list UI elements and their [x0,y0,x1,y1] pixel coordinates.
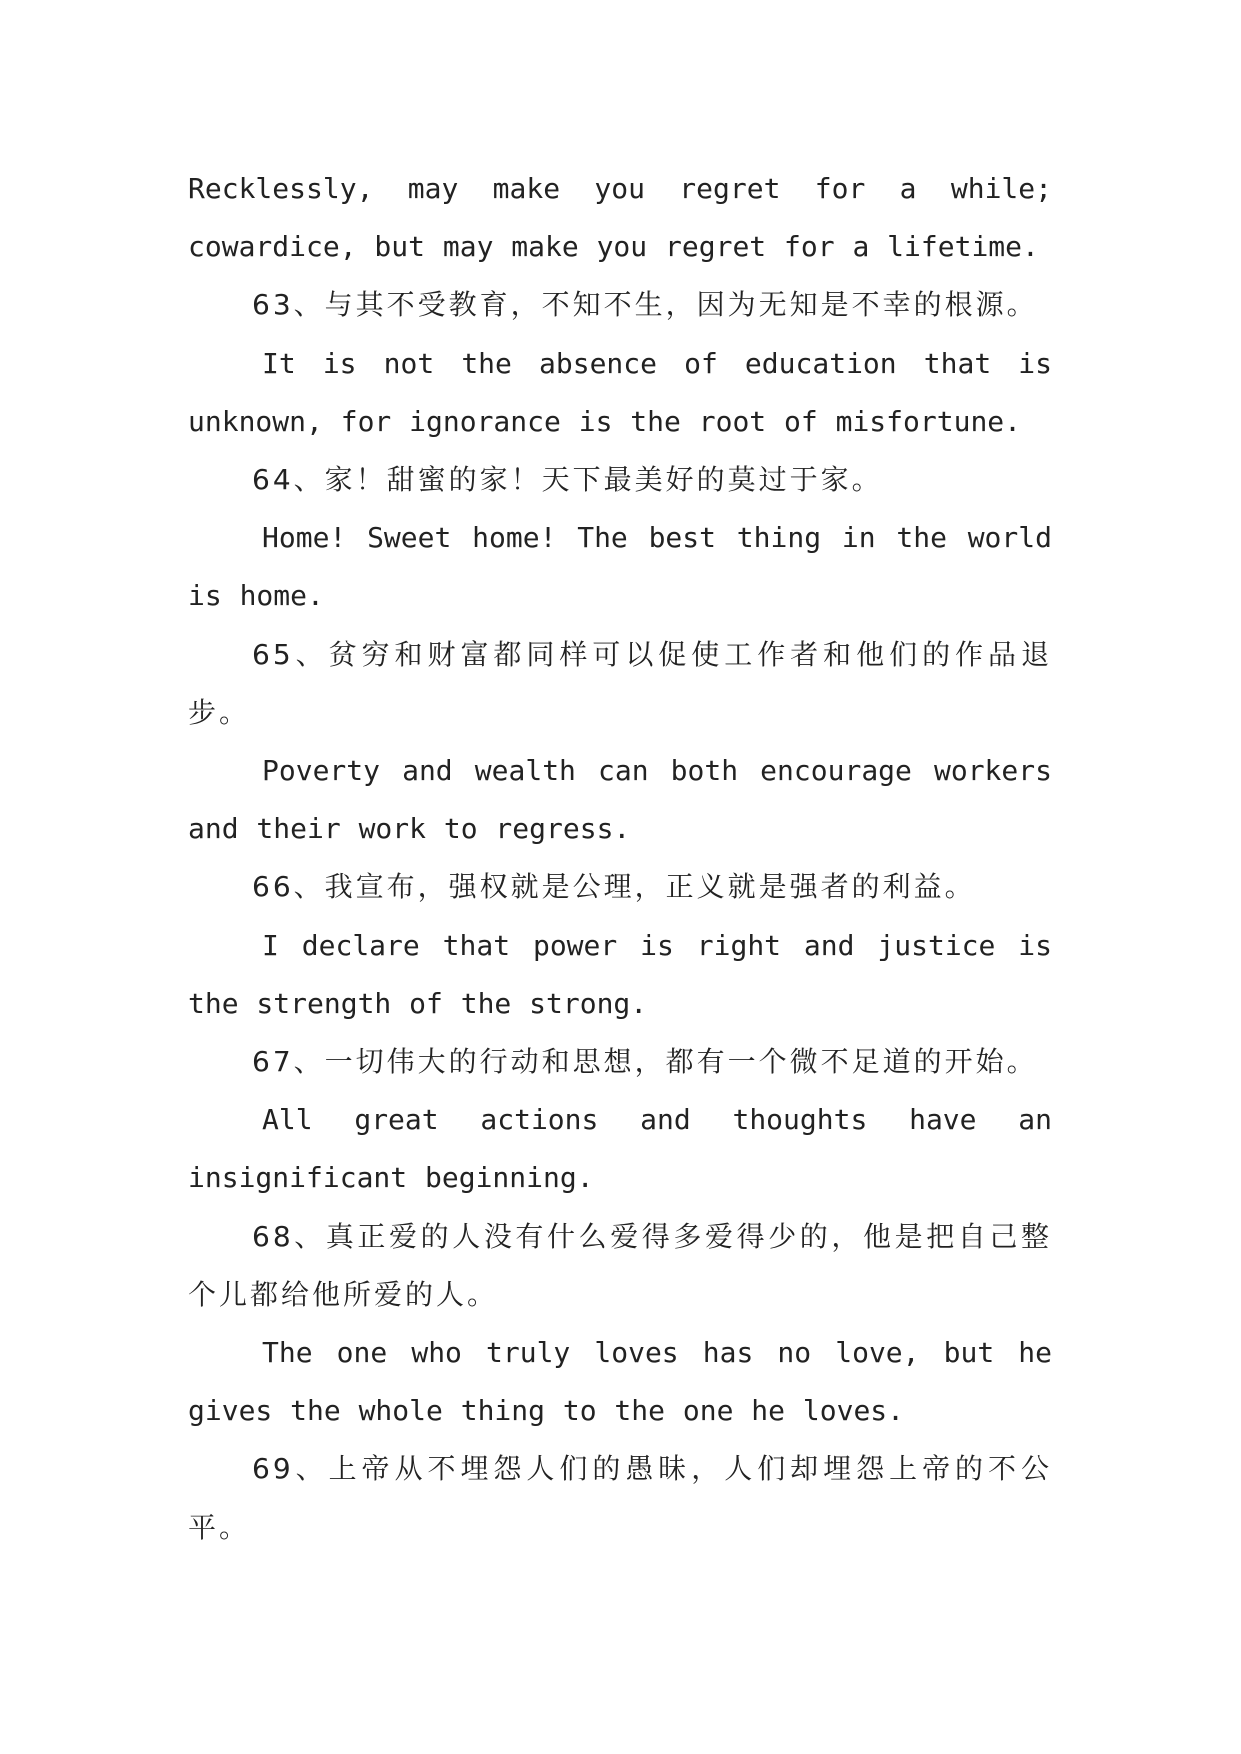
quote-67-english: All great actions and thoughts have an insignificant beginning. [188,1103,1052,1195]
quote-65-english: Poverty and wealth can both encourage workers and their work to regress. [188,754,1052,846]
quote-64-english: Home! Sweet home! The best thing in the world is home. [188,521,1052,613]
quote-63-chinese: 63、与其不受教育，不知不生，因为无知是不幸的根源。 [252,288,1038,322]
quote-68-chinese: 68、真正爱的人没有什么爱得多爱得少的，他是把自己整个儿都给他所爱的人。 [188,1219,1052,1311]
quote-68-english: The one who truly loves has no love, but he gives the whole thing to the one he loves. [188,1336,1052,1428]
quote-65-chinese: 65、贫穷和财富都同样可以促使工作者和他们的作品退步。 [188,637,1052,729]
quote-69-chinese: 69、上帝从不埋怨人们的愚昧，人们却埋怨上帝的不公平。 [188,1452,1052,1544]
quote-63-english: It is not the absence of education that is unknown, for ignorance is the root of misfortune. [188,346,1052,438]
quote-66-chinese: 66、我宣布，强权就是公理，正义就是强者的利益。 [252,870,976,904]
quote-66-english: I declare that power is right and justice is the strength of the strong. [188,928,1052,1020]
document-page [188,160,1052,1557]
quote-67-chinese: 67、一切伟大的行动和思想，都有一个微不足道的开始。 [252,1045,1038,1079]
quote-64-chinese: 64、家！甜蜜的家！天下最美好的莫过于家。 [252,463,883,497]
paragraph-english-continuation: Recklessly, may make you regret for a while; cowardice, but may make you regret for a lifetime. [188,172,1052,264]
